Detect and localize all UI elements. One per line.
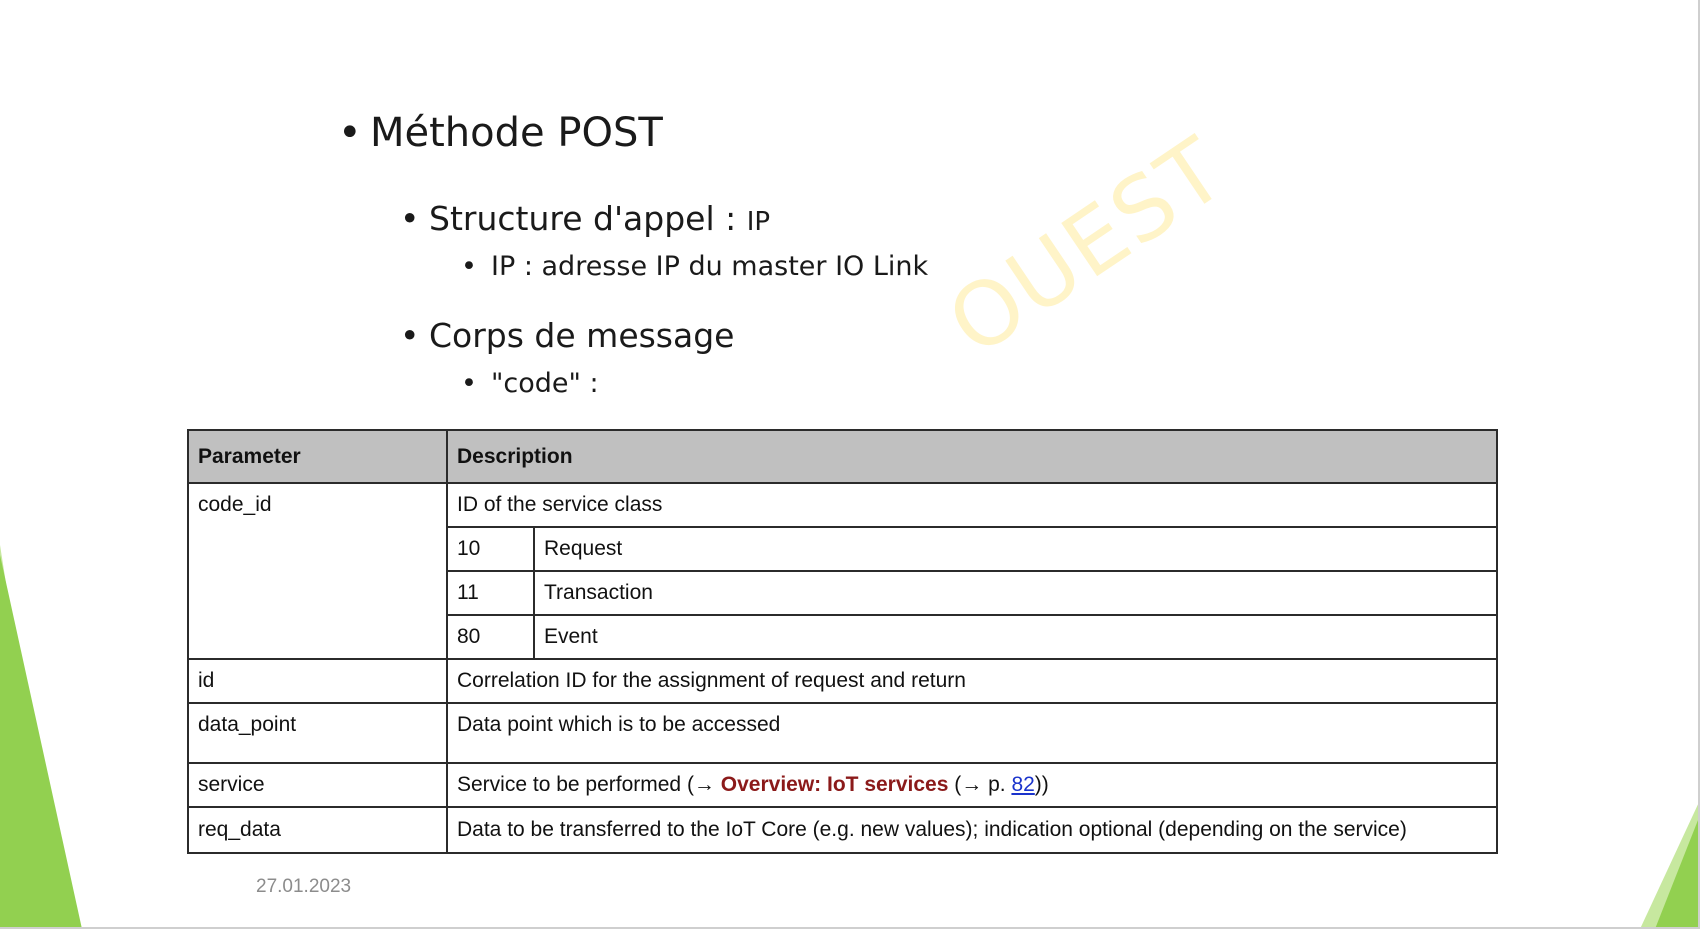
footer-date: 27.01.2023 xyxy=(256,876,352,897)
bullet-message-body xyxy=(400,315,734,357)
bullet-dot-icon: • xyxy=(400,199,420,238)
bullet-text: Structure d'appel : xyxy=(429,199,737,238)
table-row xyxy=(188,659,1497,703)
bullet-list xyxy=(0,0,1700,420)
table-row xyxy=(188,807,1497,853)
table-row xyxy=(188,703,1497,763)
parameter-table xyxy=(187,429,1498,854)
service-desc-prefix: Service to be performed (→ xyxy=(457,773,721,796)
code-meaning: Request xyxy=(534,527,1497,571)
code-meaning: Event xyxy=(534,615,1497,659)
bullet-text: "code" : xyxy=(491,368,599,399)
service-ref-suffix: )) xyxy=(1034,773,1049,796)
watermark-text: OUEST xyxy=(930,117,1244,376)
table-header-row xyxy=(188,430,1497,483)
table-row xyxy=(188,763,1497,807)
desc-code-id: ID of the service class xyxy=(447,483,1497,527)
param-data-point: data_point xyxy=(188,703,447,763)
bullet-dot-icon: • xyxy=(400,316,420,355)
code-value: 10 xyxy=(447,527,534,571)
header-description: Description xyxy=(447,430,1497,483)
desc-id: Correlation ID for the assignment of request and return xyxy=(447,659,1497,703)
code-value: 11 xyxy=(447,571,534,615)
header-parameter: Parameter xyxy=(188,430,447,483)
desc-data-point: Data point which is to be accessed xyxy=(447,703,1497,763)
bullet-text: Méthode POST xyxy=(370,110,663,156)
param-service: service xyxy=(188,763,447,807)
bullet-method-post xyxy=(338,108,663,158)
param-req-data: req_data xyxy=(188,807,447,853)
desc-req-data: Data to be transferred to the IoT Core (e.g. new values); indication optional (depending on the service) xyxy=(447,807,1497,853)
bullet-dot-icon: • xyxy=(461,368,477,399)
call-structure-value: IP xyxy=(746,207,771,237)
bullet-call-structure xyxy=(400,198,770,243)
bullet-code xyxy=(461,367,599,401)
service-reference-title[interactable]: Overview: IoT services xyxy=(720,773,949,796)
bullet-text: Corps de message xyxy=(429,316,735,355)
param-code-id: code_id xyxy=(188,483,447,659)
code-value: 80 xyxy=(447,615,534,659)
param-id: id xyxy=(188,659,447,703)
left-green-triangle xyxy=(0,555,82,929)
table-row xyxy=(188,483,1497,527)
bullet-dot-icon: • xyxy=(338,110,362,156)
service-ref-middle: (→ p. xyxy=(948,773,1012,796)
bullet-text: IP : adresse IP du master IO Link xyxy=(491,251,929,282)
bullet-ip-note xyxy=(461,250,928,284)
desc-service xyxy=(447,763,1497,807)
page-link[interactable]: 82 xyxy=(1011,773,1035,796)
code-meaning: Transaction xyxy=(534,571,1497,615)
bullet-dot-icon: • xyxy=(461,251,477,282)
